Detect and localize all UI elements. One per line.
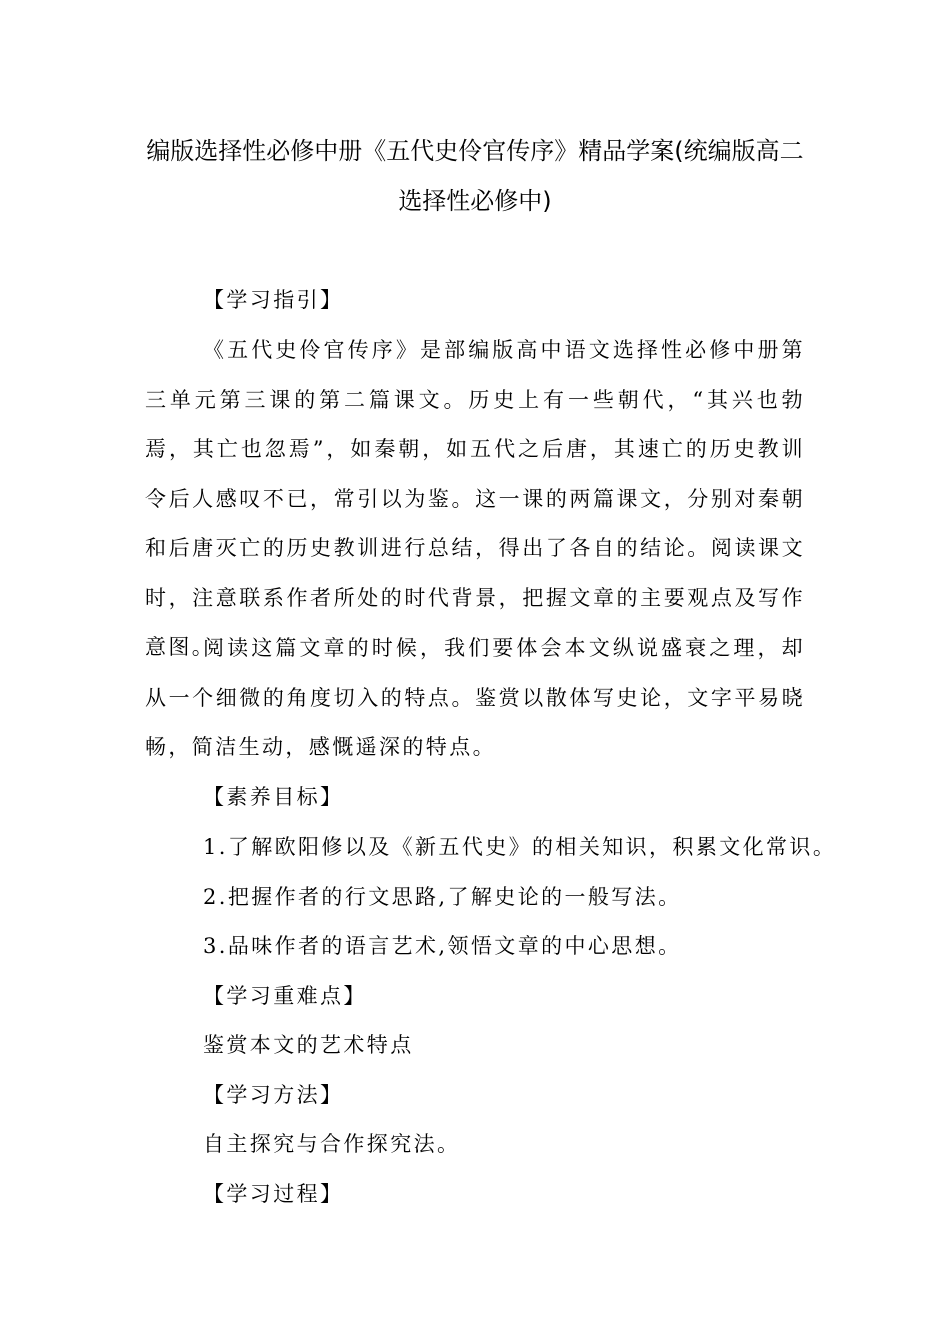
method-heading: 【学习方法】: [203, 1083, 344, 1107]
guide-heading: 【学习指引】: [203, 288, 344, 312]
goal-item-1: 1.了解欧阳修以及《新五代史》的相关知识，积累文化常识。: [203, 835, 837, 859]
document-title: 编版选择性必修中册《五代史伶官传序》精品学案(统编版高二选择性必修中): [146, 137, 804, 215]
key-points-heading: 【学习重难点】: [203, 984, 367, 1008]
guide-paragraph-2: 阅读这篇文章的时候，我们要体会本文纵说盛衰之理，却从一个细微的角度切入的特点。鉴赏以散体写史论，文字平易晓畅，简洁生动，感慨遥深的特点。: [145, 636, 805, 759]
goal-item-2: 2.把握作者的行文思路,了解史论的一般写法。: [203, 885, 682, 909]
goal-item-3: 3.品味作者的语言艺术,领悟文章的中心思想。: [203, 934, 682, 958]
key-points-text: 鉴赏本文的艺术特点: [203, 1033, 414, 1057]
goals-heading: 【素养目标】: [203, 785, 344, 809]
method-text: 自主探究与合作探究法。: [203, 1132, 461, 1156]
process-heading: 【学习过程】: [203, 1182, 344, 1206]
guide-paragraph-1: 《五代史伶官传序》是部编版高中语文选择性必修中册第三单元第三课的第二篇课文。历史上有一些朝代，“其兴也勃焉，其亡也忽焉”，如秦朝，如五代之后唐，其速亡的历史教训令后人感叹不已，常引以为鉴。这一课的两篇课文，分别对秦朝和后唐灭亡的历史教训进行总结，得出了各自的结论。阅读课文时，注意联系作者所处的时代背景，把握文章的主要观点及写作意图。: [145, 338, 805, 659]
